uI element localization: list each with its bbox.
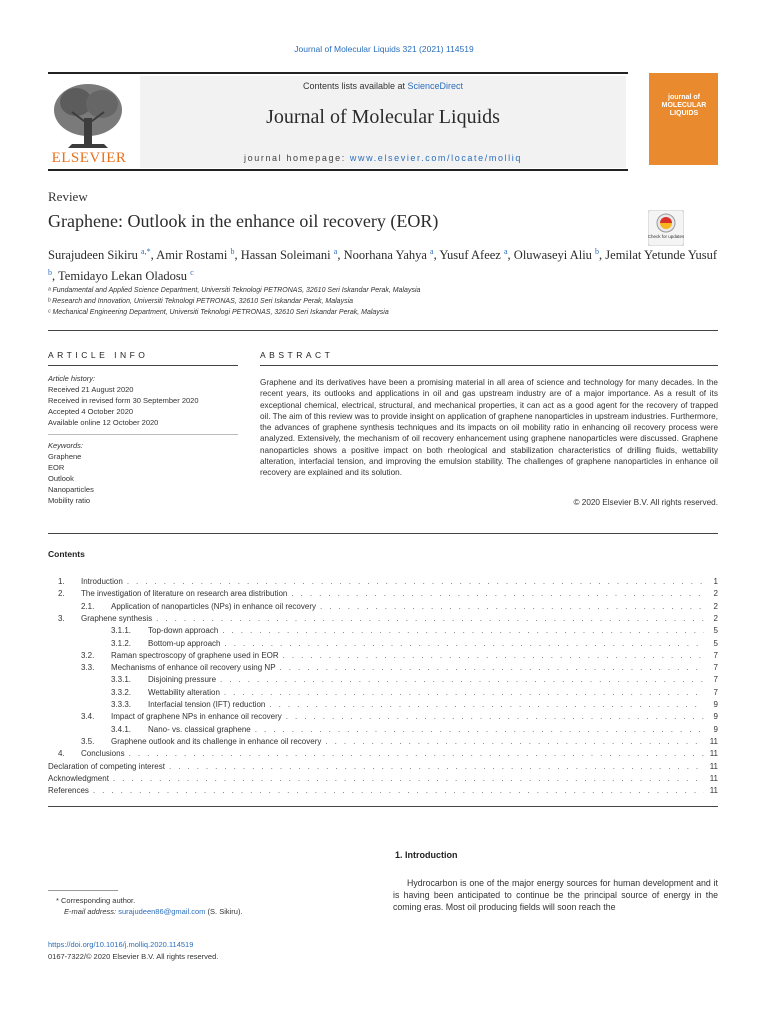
toc-entry-number: 4. [58,749,65,759]
toc-entry[interactable] [48,625,718,637]
email-label: E-mail address: [64,907,119,916]
toc-entry-page: 9 [713,700,718,709]
toc-leader-dots [320,601,704,613]
author-name[interactable]: Temidayo Lekan Oladosu [58,269,187,284]
toc-entry[interactable] [48,674,718,686]
check-for-updates-icon[interactable] [648,210,684,246]
toc-entry[interactable] [48,588,718,600]
toc-entry-page: 11 [709,773,718,783]
publisher-name: ELSEVIER [51,150,127,166]
keywords-block [48,440,238,506]
toc-entry-page: 7 [713,675,718,685]
toc-entry[interactable] [48,785,718,797]
keywords-rule [48,434,238,435]
contents-top-rule [48,533,718,534]
toc-entry[interactable] [48,711,718,723]
toc-entry-page: 11 [709,786,718,796]
affiliation-b: ᵇ Research and Innovation, Universiti Teknologi PETRONAS, 32610 Seri Iskandar Perak, Malaysia [48,298,354,305]
toc-entry-page: 9 [713,724,718,734]
article-history [48,373,238,428]
article-info-heading: ARTICLE INFO [48,350,149,360]
toc-entry-number: 3.2. [81,650,95,660]
toc-leader-dots [224,687,704,699]
toc-leader-dots [169,761,704,773]
toc-entry-page: 11 [709,736,718,746]
article-info-rule [48,365,238,366]
toc-entry-number: 3.3.3. [111,700,132,709]
abstract-heading: ABSTRACT [260,350,334,360]
toc-entry-title[interactable]: References [48,786,89,796]
toc-entry-title[interactable]: Interfacial tension (IFT) reduction [148,700,266,709]
toc-entry-page: 11 [709,761,718,771]
keyword-item: Outlook [48,474,74,483]
toc-entry-title[interactable]: Acknowledgment [48,773,109,783]
toc-entry-number: 3.3.2. [111,687,132,697]
toc-entry-number: 3. [58,613,65,623]
toc-leader-dots [286,711,704,723]
abstract-text: Graphene and its derivatives have been a promising material in all area of science and technology for many decades. In the recent years, its outlooks and applications in oil and gas upstream industry are of a major importance. As a result of its exceptional chemical, electrical, structural, and mechanical properties, it can act as a good agent for the recovery of trapped oil. The aim of this review was to provide insight on application of graphene nanoparticles in upstream industries. Furthermore, the advances of graphene synthesis techniques and its impacts on oil mobility ratio in enhancing oil recovery process were analyzed. Extensively, the mechanism of oil recovery enhancement using graphene nanoparticles were discussed. Graphene nanoparticles shows a positive impact on both rheological and stabilization characteristics of drilling fluids, wettability alteration, interfacial tension, and improving the emulsion stability. The challenges of graphene nanoparticles in enhance oil recovery are explained and its solution. [260,378,718,478]
toc-entry[interactable] [48,724,718,736]
toc-entry-page: 11 [709,749,718,759]
author-affiliation-mark: a [333,247,338,256]
author-list: Surajudeen Sikiru $^{a,*}$, Amir Rostami $^b$, Hassan Soleimani $^a$, Noorhana Yahya $^a$, Yusuf Afeez $^a$, Oluwaseyi Aliu $^b$, Jemilat Yetunde Yusuf $^b$, Temidayo Lekan Oladosu $^c$ [48,247,717,284]
toc-entry-title[interactable]: Graphene outlook and its challenge in enhance oil recovery [111,736,322,746]
toc-entry[interactable] [48,748,718,760]
introduction-text: Hydrocarbon is one of the major energy sources for human development and it is having been anticipated to continue be the principal source of energy in the coming eras. Most oil producing fields will soon reach the [393,878,718,912]
keyword-item: Mobility ratio [48,496,91,505]
history-label: Article history: [48,374,96,383]
keyword-item: Graphene [48,452,82,461]
toc-entry-title[interactable]: Top-down approach [148,626,219,636]
toc-entry-title[interactable]: Nano- vs. classical graphene [148,724,251,734]
contents-prefix: Contents lists available at [302,81,408,91]
toc-entry[interactable] [48,662,718,674]
toc-entry-number: 3.1.1. [111,626,132,636]
toc-leader-dots [93,785,704,797]
author-affiliation-mark: b [48,268,52,278]
author-name[interactable]: Jemilat Yetunde Yusuf [605,248,717,263]
journal-title: Journal of Molecular Liquids [266,106,500,128]
journal-citation[interactable]: Journal of Molecular Liquids 321 (2021) 114519 [294,44,474,54]
author-affiliation-mark: b [230,247,235,256]
toc-entry[interactable] [48,601,718,613]
toc-entry-page: 9 [713,712,718,722]
toc-entry-title[interactable]: Graphene synthesis [81,613,153,623]
toc-entry-number: 3.1.2. [111,638,132,648]
history-online: Available online 12 October 2020 [48,418,159,427]
toc-leader-dots [255,724,704,736]
author-affiliation-mark: b [595,247,600,256]
toc-entry-page: 7 [713,650,718,660]
author-name[interactable]: Oluwaseyi Aliu [513,248,592,263]
toc-entry-title[interactable]: The investigation of literature on research area distribution [81,589,288,599]
author-affiliation-mark: c [190,268,194,278]
corresponding-author-note: * Corresponding author. [56,896,136,905]
masthead-bottom-rule [48,169,628,171]
toc-leader-dots [156,613,704,625]
toc-entry-number: 3.5. [81,736,95,746]
toc-leader-dots [222,625,704,637]
toc-entry-title[interactable]: Bottom-up approach [148,638,221,648]
toc-entry-number: 3.4. [81,712,95,722]
toc-entry-title[interactable]: Impact of graphene NPs in enhance oil recovery [111,712,282,722]
toc-entry-page: 7 [713,687,718,697]
toc-entry[interactable] [48,613,718,625]
toc-leader-dots [291,588,704,600]
toc-entry-page: 5 [713,638,718,648]
author-name[interactable]: Surajudeen Sikiru [48,248,138,263]
toc-leader-dots [225,638,705,650]
keyword-item: EOR [48,463,65,472]
author-name[interactable]: Yusuf Afeez [439,248,501,263]
email-suffix: (S. Sikiru). [205,907,243,916]
toc-entry-number: 3.3. [81,663,95,673]
toc-entry-page: 7 [713,663,718,673]
email-link[interactable]: surajudeen86@gmail.com [118,907,206,916]
article-type: Review [48,189,88,204]
paper-title: Graphene: Outlook in the enhance oil recovery (EOR) [48,211,439,231]
toc-entry[interactable] [48,638,718,650]
author-name[interactable]: Hassan Soleimani [240,248,331,263]
toc-leader-dots [220,674,704,686]
toc-entry-title[interactable]: Mechanisms of enhance oil recovery using NP [111,663,276,673]
toc-entry-title[interactable]: Disjoining pressure [148,675,217,685]
toc-leader-dots [113,773,704,785]
affiliation-a: ᵃ Fundamental and Applied Science Department, Universiti Teknologi PETRONAS, 32610 Seri Iskandar Perak, Malaysia [48,287,421,294]
author-affiliation-mark: a [503,247,508,256]
cover-title: journal of MOLECULAR LIQUIDS [661,94,707,117]
masthead-top-rule [48,72,628,74]
title-divider [48,330,718,331]
toc-entry-number: 3.3.1. [111,675,132,685]
issn-copyright: 0167-7322/© 2020 Elsevier B.V. All rights reserved. [48,952,219,961]
sciencedirect-link[interactable]: ScienceDirect [407,81,464,91]
keywords-label: Keywords: [48,441,84,450]
toc-entry-title[interactable]: Conclusions [81,749,125,759]
author-affiliation-mark: a [430,247,434,256]
toc-entry[interactable] [48,650,718,662]
doi-link[interactable]: https://doi.org/10.1016/j.molliq.2020.114519 [48,940,194,949]
toc-entry-title[interactable]: Application of nanoparticles (NPs) in enhance oil recovery [111,601,316,611]
crossmark-label: Check for updates [648,234,684,239]
homepage-prefix: journal homepage: [244,153,350,163]
toc-entry-title[interactable]: Wettability alteration [148,687,220,697]
toc-entry[interactable] [48,699,718,711]
author-name[interactable]: Amir Rostami [156,248,228,263]
toc-entry-title[interactable]: Raman spectroscopy of graphene used in EOR [111,650,279,660]
keyword-item: Nanoparticles [48,485,94,494]
toc-leader-dots [129,748,704,760]
toc-leader-dots [325,736,704,748]
toc-entry[interactable] [48,576,718,588]
contents-availability [140,81,626,91]
homepage-link[interactable]: www.elsevier.com/locate/molliq [349,153,522,163]
toc-entry-title[interactable]: Declaration of competing interest [48,761,165,771]
toc-leader-dots [127,576,704,588]
abstract-rule [260,365,718,366]
toc-entry-page: 2 [713,601,718,611]
toc-entry-number: 3.4.1. [111,724,132,734]
history-received: Received 21 August 2020 [48,385,134,394]
toc-entry-number: 2. [58,589,65,599]
abstract-copyright: © 2020 Elsevier B.V. All rights reserved. [573,498,718,507]
contents-heading: Contents [48,549,85,559]
email-note [64,906,364,917]
toc-leader-dots [280,662,704,674]
introduction-heading: 1. Introduction [395,850,458,860]
history-accepted: Accepted 4 October 2020 [48,407,134,416]
author-name[interactable]: Noorhana Yahya [343,248,427,263]
history-revised: Received in revised form 30 September 2020 [48,396,199,405]
toc-entry-number: 1. [58,577,65,586]
toc-entry-page: 5 [713,626,718,636]
contents-bottom-rule [48,806,718,807]
toc-entry-page: 2 [713,589,718,599]
footnote-rule [48,890,118,891]
toc-entry-title[interactable]: Introduction [81,577,123,586]
toc-entry[interactable] [48,773,718,785]
toc-entry[interactable] [48,736,718,748]
affiliation-c: ᶜ Mechanical Engineering Department, Universiti Teknologi PETRONAS, 32610 Seri Iskandar Perak, Malaysia [48,309,389,316]
toc-entry[interactable] [48,761,718,773]
author-affiliation-mark: a,* [141,247,151,256]
toc-entry[interactable] [48,687,718,699]
toc-entry-page: 2 [713,613,718,623]
toc-entry-number: 2.1. [81,601,95,611]
toc-leader-dots [283,650,704,662]
journal-homepage [140,153,626,163]
journal-cover-image [649,73,718,165]
toc-leader-dots [269,699,704,711]
toc-entry-page: 1 [713,577,718,586]
